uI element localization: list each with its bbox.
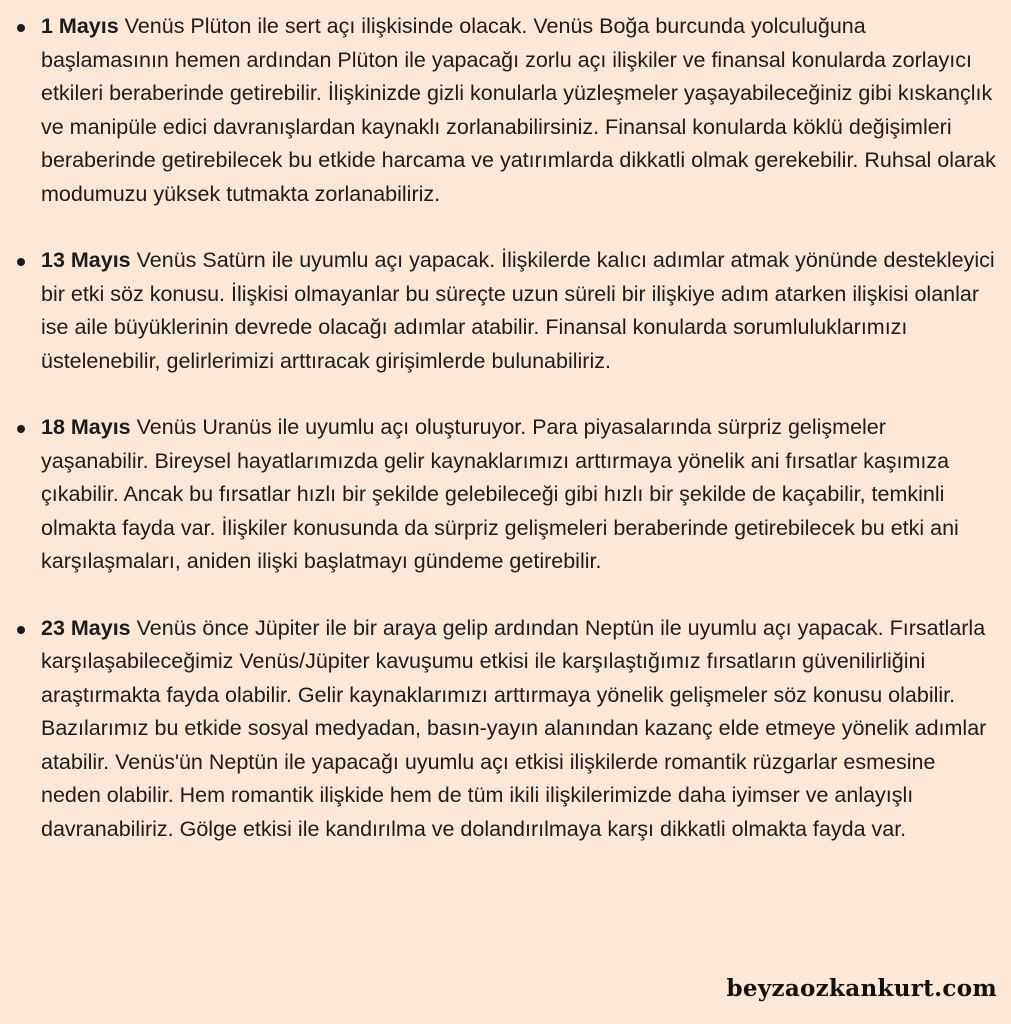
item-date: 13 Mayıs	[41, 248, 131, 272]
list-item	[0, 10, 1011, 211]
list-item	[0, 244, 1011, 378]
item-text: Venüs Satürn ile uyumlu açı yapacak. İlişkilerde kalıcı adımlar atmak yönünde destekleyici bir etki söz konusu. İlişkisi olmayanlar bu süreçte uzun süreli bir ilişkiye adım atarken ilişkisi olanlar ise aile büyüklerinin devrede olacağı adımlar atabilir. Finansal konularda sorumluluklarımızı üstelenebilir, gelirlerimizi arttıracak girişimlerde bulunabiliriz.	[41, 248, 995, 373]
bullet-icon	[17, 425, 25, 433]
item-text: Venüs Plüton ile sert açı ilişkisinde olacak. Venüs Boğa burcunda yolculuğuna başlamasının hemen ardından Plüton ile yapacağı zorlu açı ilişkiler ve finansal konularda zorlayıcı etkileri beraberinde getirebilir. İlişkinizde gizli konularla yüzleşmeler yaşayabileceğiniz gibi kıskançlık ve manipüle edici davranışlardan kaynaklı zorlanabilirsiniz. Finansal konularda köklü değişimleri beraberinde getirebilecek bu etkide harcama ve yatırımlarda dikkatli olmak gerekebilir. Ruhsal olarak modumuzu yüksek tutmakta zorlanabiliriz.	[41, 14, 996, 206]
item-date: 23 Mayıs	[41, 615, 131, 640]
site-watermark: beyzaozkankurt.com	[726, 975, 997, 1002]
item-date: 1 Mayıs	[41, 14, 119, 38]
list-item	[0, 411, 1011, 579]
item-text: Venüs önce Jüpiter ile bir araya gelip ardından Neptün ile uyumlu açı yapacak. Fırsatlarla karşılaşabileceğimiz Venüs/Jüpiter kavuşumu etkisi ile karşılaştığımız fırsatların güvenilirliğini araştırmakta fayda olabilir. Gelir kaynaklarımızı arttırmaya yönelik gelişmeler söz konusu olabilir. Bazılarımız bu etkide sosyal medyadan, basın-yayın alanından kazanç elde etmeye yönelik adımlar atabilir. Venüs'ün Neptün ile yapacağı uyumlu açı etkisi ilişkilerde romantik rüzgarlar esmesine neden olabilir. Hem romantik ilişkide hem de tüm ikili ilişkilerimizde daha iyimser ve anlayışlı davranabiliriz. Gölge etkisi ile kandırılma ve dolandırılmaya karşı dikkatli olmakta fayda var.	[41, 615, 987, 841]
list-item	[0, 612, 1011, 847]
bullet-icon	[17, 626, 25, 634]
item-date: 18 Mayıs	[41, 415, 131, 439]
item-text: Venüs Uranüs ile uyumlu açı oluşturuyor. Para piyasalarında sürpriz gelişmeler yaşanabilir. Bireysel hayatlarımızda gelir kaynaklarımızı arttırmaya yönelik ani fırsatlar kaşımıza çıkabilir. Ancak bu fırsatlar hızlı bir şekilde gelebileceği gibi hızlı bir şekilde de kaçabilir, temkinli olmakta fayda var. İlişkiler konusunda da sürpriz gelişmeleri beraberinde getirebilecek bu etki ani karşılaşmaları, aniden ilişki başlatmayı gündeme getirebilir.	[41, 415, 959, 573]
transit-list	[0, 10, 1011, 879]
bullet-icon	[17, 258, 25, 266]
bullet-icon	[17, 24, 25, 32]
